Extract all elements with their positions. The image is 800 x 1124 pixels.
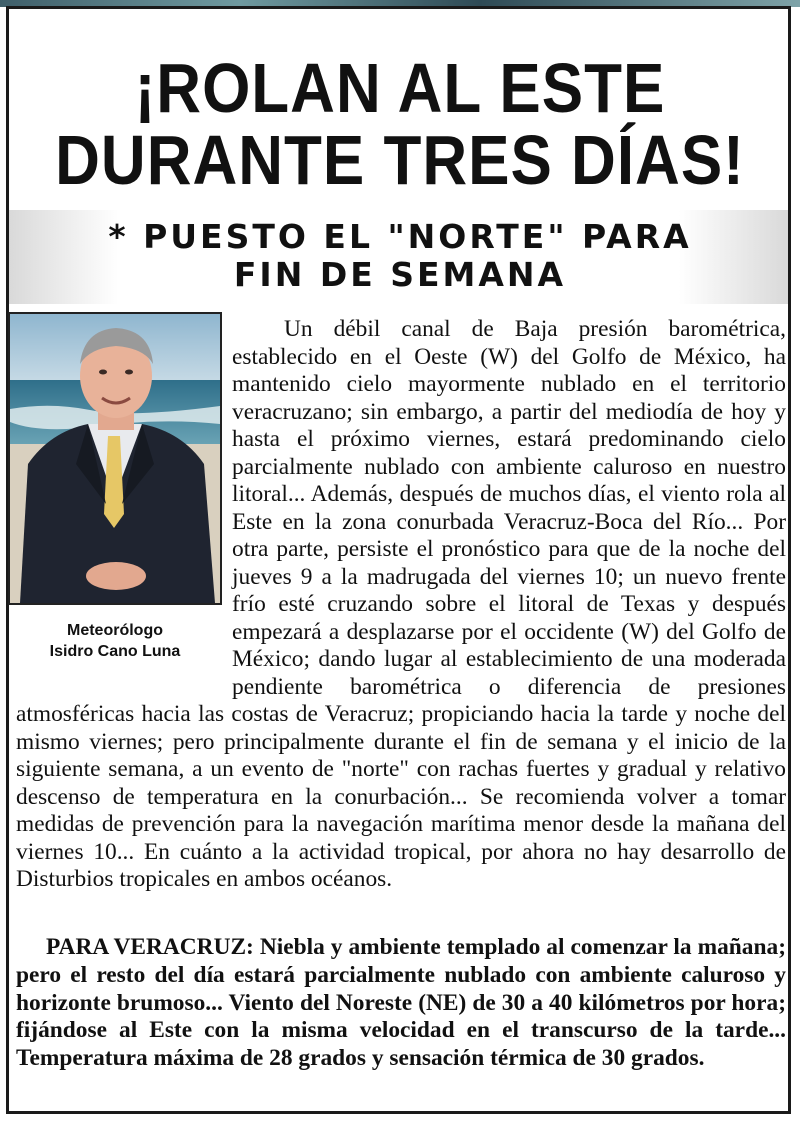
headline-line-1: ¡ROLAN AL ESTE [134,50,666,128]
forecast-paragraph [16,934,786,1073]
headline-line-2: DURANTE TRES DÍAS! [55,122,745,200]
article-body [16,316,786,894]
subheadline-line-1: * PUESTO EL "NORTE" PARA [108,217,692,256]
caption-title: Meteorólogo [67,622,163,639]
subheadline-line-2: FIN DE SEMANA [233,255,567,294]
caption-name: Isidro Cano Luna [49,643,181,660]
headline [10,50,790,200]
article-body-text: Un débil canal de Baja presión barométrica, establecido en el Oeste (W) del Golfo de México, ha mantenido cielo mayormente nublado en el territorio veracruzano; sin embargo, a partir del mediodía de hoy y hasta el próximo viernes, estará predominando cielo parcialmente nublado con ambiente caluroso en nuestro litoral... Además, después de muchos días, el viento rola al Este en la zona conurbada Veracruz-Boca del Río... Por otra parte, persiste el pronóstico para que de la noche del jueves 9 a la madrugada del viernes 10; un nuevo frente frío esté cruzando sobre el litoral de Texas y después empezará a desplazarse por el occidente (W) del Golfo de México; dando lugar al establecimiento de una moderada pendiente barométrica o diferencia de presiones atmosféricas hacia las costas de Veracruz; propiciando hacia la tarde y noche del mismo viernes; pero principalmente durante el fin de semana y el inicio de la siguiente semana, a un evento de "norte" con rachas fuertes y gradual y relativo descenso de temperatura en la conurbación... Se recomienda volver a tomar medidas de prevención para la navegación marítima menor desde la mañana del viernes 10... En cuánto a la actividad tropical, por ahora no hay desarrollo de Disturbios tropicales en ambos océanos. [16,316,786,892]
photo-wrap-spacer [16,316,232,688]
forecast-text: PARA VERACRUZ: Niebla y ambiente templado al comenzar la mañana; pero el resto del día estará parcialmente nublado con ambiente caluroso y horizonte brumoso... Viento del Noreste (NE) de 30 a 40 kilómetros por hora; fijándose al Este con la misma velocidad en el transcurso de la tarde... Temperatura máxima de 28 grados y sensación térmica de 30 grados. [16,934,786,1072]
subheadline [10,218,790,294]
